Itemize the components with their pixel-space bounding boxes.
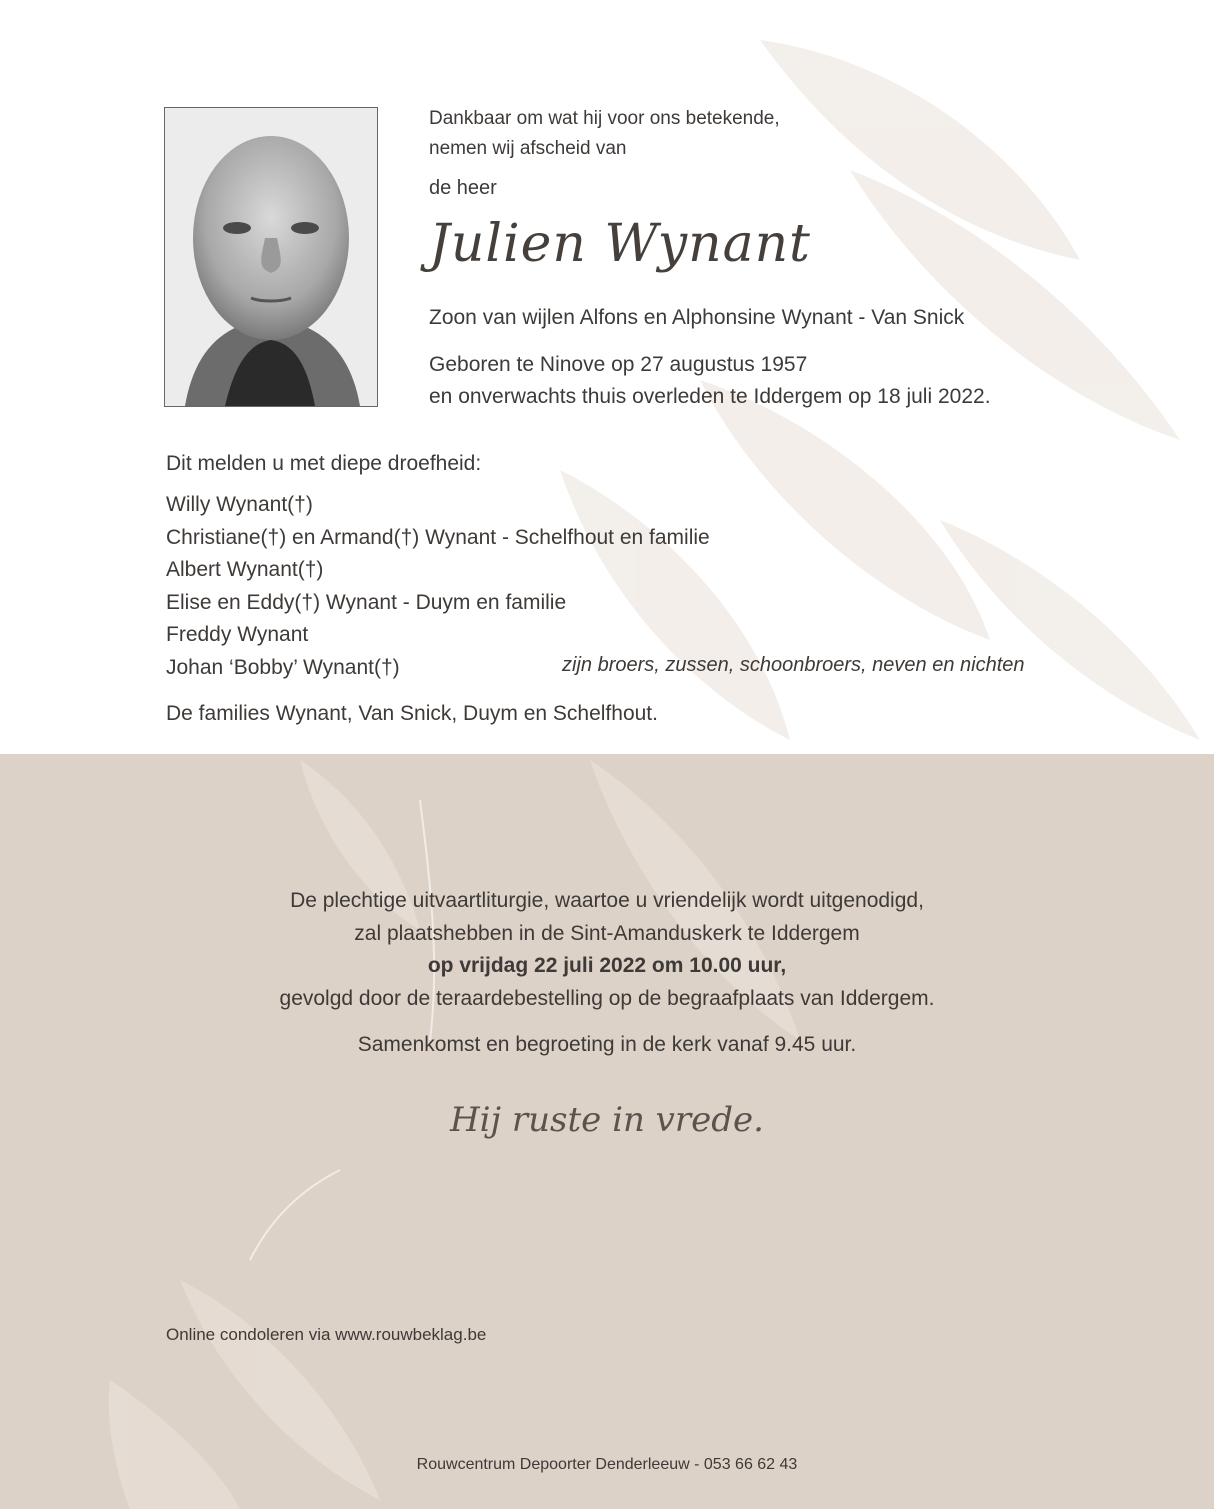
funeral-home-footer: Rouwcentrum Depoorter Denderleeuw - 053 66 62 43 (416, 1456, 798, 1473)
family-member: Willy Wynant(†) (166, 493, 313, 516)
deceased-name: Julien Wynant (429, 214, 811, 274)
ceremony-line-1: De plechtige uitvaartliturgie, waartoe u vriendelijk wordt uitgenodigd, (290, 889, 924, 912)
family-member: Albert Wynant(†) (166, 558, 324, 581)
announcement: Dit melden u met diepe droefheid: (166, 452, 482, 475)
intro-text (429, 104, 780, 164)
portrait-figure (165, 108, 377, 406)
ceremony-line-2: zal plaatshebben in de Sint-Amanduskerk te Iddergem (354, 921, 860, 945)
ceremony-info (0, 885, 1214, 1015)
salutation: de heer (429, 177, 497, 199)
ceremony-line-4: gevolgd door de teraardebestelling op de begraafplaats van Iddergem. (279, 986, 935, 1010)
family-member: Freddy Wynant (166, 623, 309, 646)
parents-line: Zoon van wijlen Alfons en Alphonsine Wynant - Van Snick (429, 306, 965, 329)
family-member: Johan ‘Bobby’ Wynant(†) (166, 655, 400, 679)
family-member: Elise en Eddy(†) Wynant - Duym en familie (166, 590, 567, 614)
intro-line-2: nemen wij afscheid van (429, 138, 627, 159)
intro-line-1: Dankbaar om wat hij voor ons betekende, (429, 108, 780, 129)
family-member: Christiane(†) en Armand(†) Wynant - Schelfhout en familie (166, 525, 710, 549)
online-condolence: Online condoleren via www.rouwbeklag.be (166, 1325, 487, 1344)
birth-death-info (429, 349, 991, 413)
death-line: en onverwachts thuis overleden te Iddergem op 18 juli 2022. (429, 385, 991, 408)
families-line: De families Wynant, Van Snick, Duym en Schelfhout. (166, 702, 658, 725)
birth-line: Geboren te Ninove op 27 augustus 1957 (429, 353, 808, 376)
gathering-line: Samenkomst en begroeting in de kerk vanaf 9.45 uur. (357, 1033, 857, 1056)
relation-text: zijn broers, zussen, schoonbroers, neven en nichten (562, 654, 1025, 676)
rest-in-peace: Hij ruste in vrede. (450, 1100, 764, 1140)
portrait-photo (164, 107, 378, 407)
ceremony-date: op vrijdag 22 juli 2022 om 10.00 uur, (427, 954, 787, 977)
